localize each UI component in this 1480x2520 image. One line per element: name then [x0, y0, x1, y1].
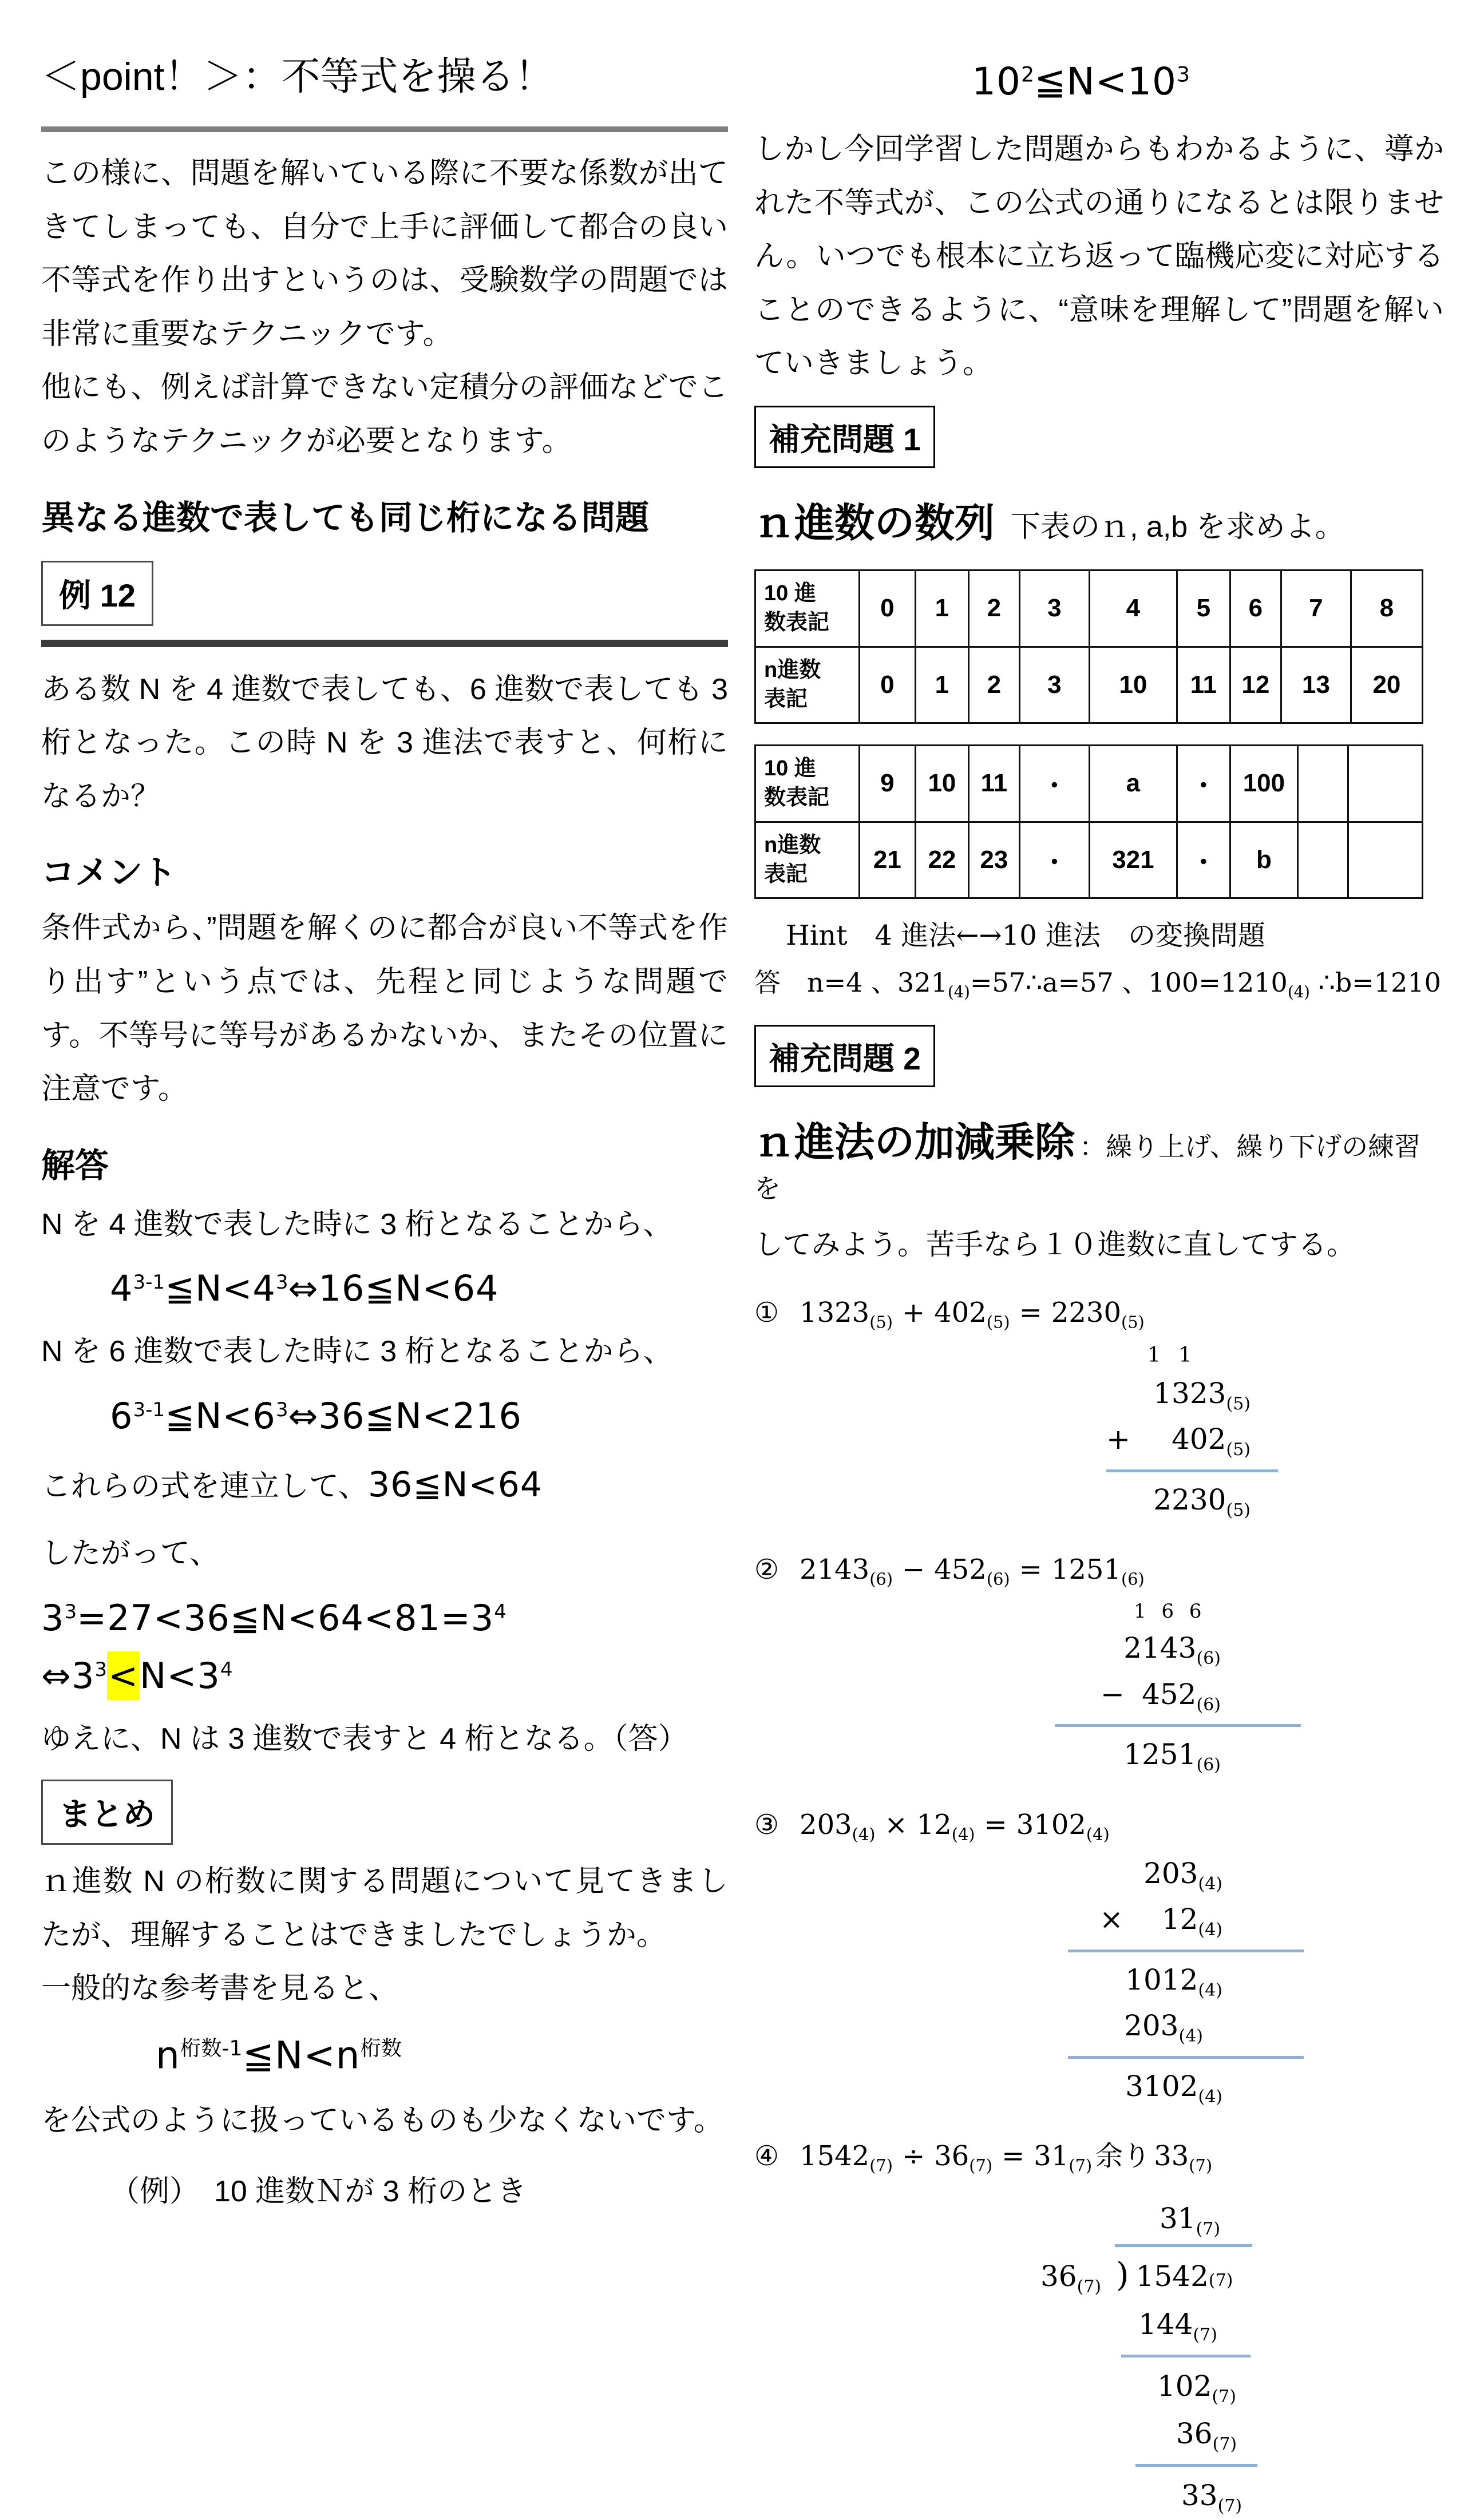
result: 1251 [1123, 1738, 1197, 1772]
math-text: 3 [41, 1596, 65, 1639]
row-header-cell [755, 647, 860, 723]
math-exponent: 3 [275, 1398, 288, 1421]
answer-text: ∴b=1210 [1309, 967, 1441, 999]
header-line: n進数 [764, 833, 821, 857]
base-subscript: (7) [1077, 2277, 1102, 2297]
base-subscript: (4) [1198, 2086, 1222, 2107]
summary-example-note: （例） 10 進数Ｎが 3 桁のとき [110, 2174, 527, 2208]
base-subscript: (6) [1121, 1569, 1145, 1589]
addition-work [1106, 1340, 1278, 1524]
multiplier-row [1068, 1897, 1304, 1944]
partial-step-2 [1040, 2363, 1361, 2411]
base-subscript: (7) [1196, 2219, 1221, 2240]
base-subscript: (7) [969, 2156, 993, 2176]
table-cell [1348, 746, 1422, 822]
subtrahend [1125, 1673, 1301, 1719]
partial-step-3 [1040, 2411, 1361, 2458]
operand: 1542 [800, 2140, 870, 2173]
table-cell: 0 [859, 647, 915, 723]
step-text: これらの式を連立して、 [41, 1469, 368, 1503]
base-table-2 [754, 744, 1423, 899]
table-cell: 2 [969, 570, 1020, 647]
operand: 36 [934, 2140, 969, 2173]
base-subscript: (5) [1226, 1500, 1251, 1520]
table-cell: 11 [969, 746, 1020, 822]
math-text: ≦N<n [242, 2033, 361, 2078]
circled-number: ② [754, 1554, 779, 1586]
right-column [754, 29, 1444, 2520]
table-cell: 11 [1177, 647, 1230, 723]
problem-text: ある数 N を 4 進数で表しても、6 進数で表しても 3 桁となった。この時 N を 3 進法で表すと、何桁になるか？ [41, 672, 728, 813]
table-cell: 7 [1281, 570, 1351, 647]
table-cell: 12 [1230, 647, 1281, 723]
addend-2-row [1106, 1417, 1278, 1464]
sum-line [1106, 1469, 1278, 1472]
math-text: =27<36≦N<64<81=3 [77, 1596, 494, 1639]
base-subscript: (4) [1287, 982, 1310, 1002]
carry-digits: 1 1 [1147, 1343, 1198, 1367]
math-exponent: 4 [494, 1600, 506, 1623]
base-subscript: (7) [1069, 2156, 1093, 2176]
subtraction-work [1055, 1596, 1301, 1779]
table-cell: 10 [915, 746, 968, 822]
difference-result [1055, 1733, 1301, 1779]
table-cell: 100 [1230, 746, 1298, 822]
table-cell: 9 [859, 746, 915, 822]
arithmetic-heading-line [754, 1110, 1444, 1206]
quotient: 31 [1034, 2140, 1069, 2173]
math-text: ≦N<6 [165, 1394, 276, 1437]
formula-result [41, 1655, 728, 1697]
base-subscript: (6) [1196, 1694, 1221, 1715]
row-header-cell [755, 570, 860, 647]
base-subscript: (7) [1212, 2434, 1237, 2454]
sequence-heading-note: 下表のｎ, a,b を求めよ。 [1011, 510, 1345, 544]
table-cell: a [1090, 746, 1177, 822]
table-cell: 13 [1281, 647, 1351, 723]
base-subscript: (4) [1198, 1980, 1222, 2000]
math-exponent: 4 [220, 1658, 233, 1681]
math-text: 6 [110, 1394, 133, 1437]
table-cell: 321 [1090, 822, 1177, 898]
example-label: 例 12 [41, 561, 153, 626]
operand: 1323 [800, 1296, 870, 1329]
operand: 2143 [1123, 1631, 1197, 1665]
page-title: ＜point！＞：不等式を操る！ [41, 55, 554, 98]
remainder: 33 [1154, 2140, 1189, 2173]
table-row [755, 822, 1423, 898]
header-line: 表記 [764, 687, 808, 711]
answer-conclusion: ゆえに、N は 3 進数で表すと 4 桁となる。（答） [41, 1722, 688, 1756]
inline-formula: 36≦N<64 [367, 1464, 543, 1505]
answer-heading: 解答 [41, 1146, 109, 1184]
quotient: 31 [1160, 2202, 1196, 2236]
formula-base4 [110, 1267, 728, 1309]
arithmetic-note-2: してみよう。苦手なら１０進数に直してする。 [754, 1227, 1355, 1261]
quotient-row [1040, 2196, 1361, 2243]
product-result [1068, 2065, 1304, 2111]
answer-text: 答 n=4 、321 [754, 967, 948, 999]
result: 2230 [1051, 1296, 1121, 1329]
operand: 203 [800, 1808, 852, 1841]
table-cell: 6 [1230, 570, 1281, 647]
table-cell: ・ [1177, 822, 1230, 898]
math-text: ⇔16≦N<64 [288, 1267, 499, 1310]
table-row [755, 570, 1423, 647]
operand: 1323 [1153, 1376, 1226, 1410]
multiplier [1123, 1897, 1304, 1944]
equals-sign: = [1002, 2140, 1025, 2173]
formula-combined [41, 1597, 728, 1639]
table-cell: 0 [859, 570, 915, 647]
math-exponent: 3-1 [133, 1271, 165, 1294]
base-subscript: (5) [1226, 1440, 1251, 1460]
table-cell: ・ [1019, 746, 1089, 822]
table-cell: 2 [969, 647, 1020, 723]
answer-step-4: したがって、 [41, 1536, 219, 1570]
base-subscript: (4) [1086, 1824, 1110, 1844]
borrow-digits: 1 6 6 [1134, 1599, 1206, 1623]
dividend-under-bar [1115, 2244, 1252, 2301]
operand: 36 [1040, 2260, 1077, 2293]
base-subscript: (4) [1198, 1873, 1222, 1894]
supplement1-label: 補充問題 1 [754, 406, 935, 468]
comment-text: 条件式から、”問題を解くのに都合が良い不等式を作り出す”という点では、先程と同じような問題です。不等号に等号があるかないか、またその位置に注意です。 [41, 912, 728, 1106]
summary-label-row [41, 1766, 728, 1849]
operand: 402 [934, 1296, 987, 1329]
table-cell: 1 [915, 570, 968, 647]
math-exponent: 3 [94, 1658, 108, 1681]
summary-label: まとめ [41, 1780, 173, 1845]
equals-sign: = [1019, 1296, 1042, 1329]
discussion-paragraph: しかし今回学習した問題からもわかるように、導かれた不等式が、この公式の通りになるとは限りません。いつでも根本に立ち返って臨機応変に対応することのできるように、“意味を理解して”問題を解いていきましょう。 [754, 133, 1444, 381]
base-subscript: (5) [1226, 1393, 1251, 1414]
operand: 36 [1176, 2416, 1213, 2450]
minuend [1055, 1626, 1301, 1673]
base-subscript: (7) [1217, 2495, 1242, 2516]
base-subscript: (6) [986, 1569, 1010, 1589]
plus-sign: + [1106, 1423, 1130, 1456]
circled-number: ③ [754, 1808, 779, 1841]
operand: 452 [934, 1554, 987, 1586]
operand: 402 [1172, 1423, 1226, 1456]
base-subscript: (7) [1189, 2156, 1213, 2176]
math-text: ⇔36≦N<216 [288, 1394, 523, 1437]
operand: 12 [1161, 1903, 1198, 1936]
math-exponent: 3 [64, 1600, 77, 1623]
table-cell: ・ [1019, 822, 1089, 898]
difference-line [1055, 1724, 1301, 1727]
hint-line: Hint 4 進法←→10 進法 の変換問題 [786, 920, 1265, 952]
circled-number: ④ [754, 2140, 779, 2173]
problem-line-2 [754, 1549, 1444, 1592]
problem-line-1 [754, 1292, 1444, 1335]
supplement1-row [754, 391, 1444, 475]
header-line: 10 進 [764, 581, 816, 605]
table-cell: ・ [1177, 746, 1230, 822]
formula-base6 [110, 1395, 728, 1437]
result: 2230 [1153, 1483, 1226, 1516]
base-table-1 [754, 569, 1423, 724]
product-line [1068, 2056, 1304, 2059]
table-cell: 5 [1177, 570, 1230, 647]
math-text: 10 [972, 60, 1021, 104]
remainder: 33 [1181, 2478, 1218, 2512]
addend-2 [1130, 1417, 1278, 1464]
base-subscript: (4) [951, 1824, 975, 1844]
partial-step-1 [1040, 2301, 1361, 2349]
result: 1251 [1051, 1554, 1121, 1586]
math-exponent: 3 [1177, 62, 1190, 87]
subtrahend-row [1055, 1673, 1301, 1719]
equals-sign: = [1019, 1554, 1042, 1586]
base-subscript: (6) [869, 1569, 893, 1589]
table-cell: 10 [1090, 647, 1177, 723]
division-line-1 [1121, 2355, 1251, 2357]
left-column [41, 29, 728, 2219]
math-exponent: 桁数-1 [180, 2035, 243, 2061]
math-exponent: 3-1 [133, 1398, 165, 1421]
answer-step-1: N を 4 進数で表した時に 3 桁となることから、 [41, 1207, 673, 1241]
intro-paragraph: この様に、問題を解いている際に不要な係数が出てきてしまっても、自分で上手に評価して都合の良い不等式を作り出すというのは、受験数学の問題では非常に重要なテクニックです。 [41, 157, 728, 351]
example-label-row [41, 547, 728, 631]
table-cell: 22 [915, 822, 968, 898]
base-subscript: (5) [869, 1312, 893, 1332]
header-line: 数表記 [764, 611, 830, 635]
base-subscript: (4) [1198, 1920, 1222, 1940]
divisor-dividend-row [1040, 2244, 1361, 2301]
partial-line [1068, 1950, 1304, 1952]
sequence-heading-line [754, 491, 1444, 549]
gray-divider [41, 126, 728, 132]
table-cell: 4 [1090, 570, 1177, 647]
operator: − [901, 1554, 925, 1586]
addend-1 [1106, 1372, 1278, 1418]
multiplicand [1068, 1852, 1304, 1898]
partial-product-1 [1068, 1958, 1304, 2004]
formula-decimal [972, 60, 1444, 104]
base-subscript: (7) [869, 2156, 893, 2176]
divisor [1040, 2253, 1115, 2301]
table-row [755, 746, 1423, 822]
multiplication-work [1068, 1852, 1304, 2111]
problem-line-4 [754, 2135, 1444, 2178]
division-line-2 [1135, 2464, 1257, 2467]
operator: × [884, 1808, 908, 1841]
sequence-heading: ｎ進数の数列 [754, 500, 995, 545]
base-subscript: (6) [1196, 1649, 1221, 1669]
supplement2-label: 補充問題 2 [754, 1025, 935, 1087]
operand: 203 [1124, 2009, 1179, 2043]
operator: + [901, 1296, 925, 1329]
summary-paragraph-3: を公式のように扱っているものも少なくないです。 [41, 2104, 723, 2138]
equals-sign: = [984, 1808, 1007, 1841]
operand: 12 [916, 1808, 952, 1841]
circled-number: ① [754, 1296, 779, 1329]
table-row [755, 647, 1423, 723]
table-cell: 1 [915, 647, 968, 723]
operand: 102 [1157, 2369, 1212, 2403]
table-cell: b [1230, 822, 1298, 898]
table-cell: 20 [1351, 647, 1423, 723]
arithmetic-heading-note: ：繰り上げ、繰り下げの練習を [754, 1131, 1421, 1204]
table-cell: 21 [859, 822, 915, 898]
times-sign: × [1099, 1903, 1123, 1936]
intro-paragraph-2: 他にも、例えば計算できない定積分の評価などでこのようなテクニックが必要となります。 [41, 371, 728, 458]
dark-divider [41, 640, 728, 647]
operand: 2143 [800, 1554, 870, 1586]
partial-product-2 [1068, 2004, 1304, 2050]
answer-step-3 [41, 1454, 728, 1516]
base-subscript: (6) [1196, 1755, 1221, 1776]
base-subscript: (4) [852, 1824, 876, 1844]
division-work [1040, 2196, 1361, 2520]
operand: 452 [1142, 1677, 1197, 1711]
base-subscript: (7) [1193, 2324, 1217, 2345]
base-subscript: (4) [1178, 2026, 1203, 2047]
base-subscript: (5) [986, 1312, 1010, 1332]
answer-step-2: N を 6 進数で表した時に 3 桁となることから、 [41, 1335, 673, 1369]
operand: 1012 [1125, 1963, 1198, 1996]
division-paren: ) [1116, 2255, 1129, 2295]
sum-result [1106, 1478, 1278, 1524]
remainder-row [1040, 2473, 1361, 2520]
answer-line [754, 963, 1444, 1004]
minus-sign: − [1101, 1677, 1125, 1711]
operand: 144 [1138, 2307, 1193, 2341]
formula-general [156, 2032, 728, 2078]
operator: ÷ [901, 2140, 925, 2173]
base-subscript: (4) [947, 982, 970, 1002]
header-line: 10 進 [764, 756, 816, 781]
summary-paragraph-2: 一般的な参考書を見ると、 [41, 1972, 399, 2006]
result: 3102 [1125, 2069, 1198, 2103]
table-cell [1297, 746, 1348, 822]
math-text: ⇔3 [41, 1654, 95, 1697]
table-cell: 3 [1019, 647, 1089, 723]
header-line: 数表記 [764, 786, 830, 810]
math-text: ≦N<4 [165, 1267, 276, 1310]
header-line: 表記 [764, 862, 808, 887]
problem-line-3 [754, 1804, 1444, 1847]
row-header-cell [755, 746, 860, 822]
arithmetic-heading: ｎ進法の加減乗除 [754, 1119, 1075, 1164]
math-text: 4 [110, 1267, 133, 1310]
highlighted-less-than: < [107, 1651, 140, 1700]
math-text: n [156, 2033, 180, 2078]
summary-paragraph-1: ｎ進数 N の桁数に関する問題について見てきましたが、理解することはできましたでしょうか。 [41, 1865, 728, 1952]
base-subscript: (7) [1208, 2271, 1233, 2291]
base-subscript: (7) [1212, 2386, 1236, 2407]
math-exponent: 2 [1020, 62, 1035, 87]
table-cell [1348, 822, 1422, 898]
answer-text: =57∴a=57 、100=1210 [969, 967, 1288, 999]
math-exponent: 3 [275, 1271, 288, 1294]
remainder-label: 余り [1095, 2140, 1151, 2173]
operand: 203 [1143, 1856, 1198, 1890]
supplement2-row [754, 1010, 1444, 1094]
header-line: n進数 [764, 657, 821, 682]
table-cell: 23 [969, 822, 1020, 898]
base-subscript: (5) [1121, 1312, 1145, 1332]
math-text: N<3 [140, 1654, 220, 1697]
row-header-cell [755, 822, 860, 898]
math-text: ≦N<10 [1034, 60, 1177, 104]
comment-heading: コメント [41, 854, 177, 892]
table-cell [1297, 822, 1348, 898]
math-exponent: 桁数 [360, 2035, 402, 2061]
result: 3102 [1016, 1808, 1086, 1841]
table-cell: 8 [1351, 570, 1423, 647]
section-heading: 異なる進数で表しても同じ桁になる問題 [41, 498, 650, 537]
table-cell: 3 [1019, 570, 1089, 647]
dividend: 1542 [1135, 2260, 1209, 2293]
